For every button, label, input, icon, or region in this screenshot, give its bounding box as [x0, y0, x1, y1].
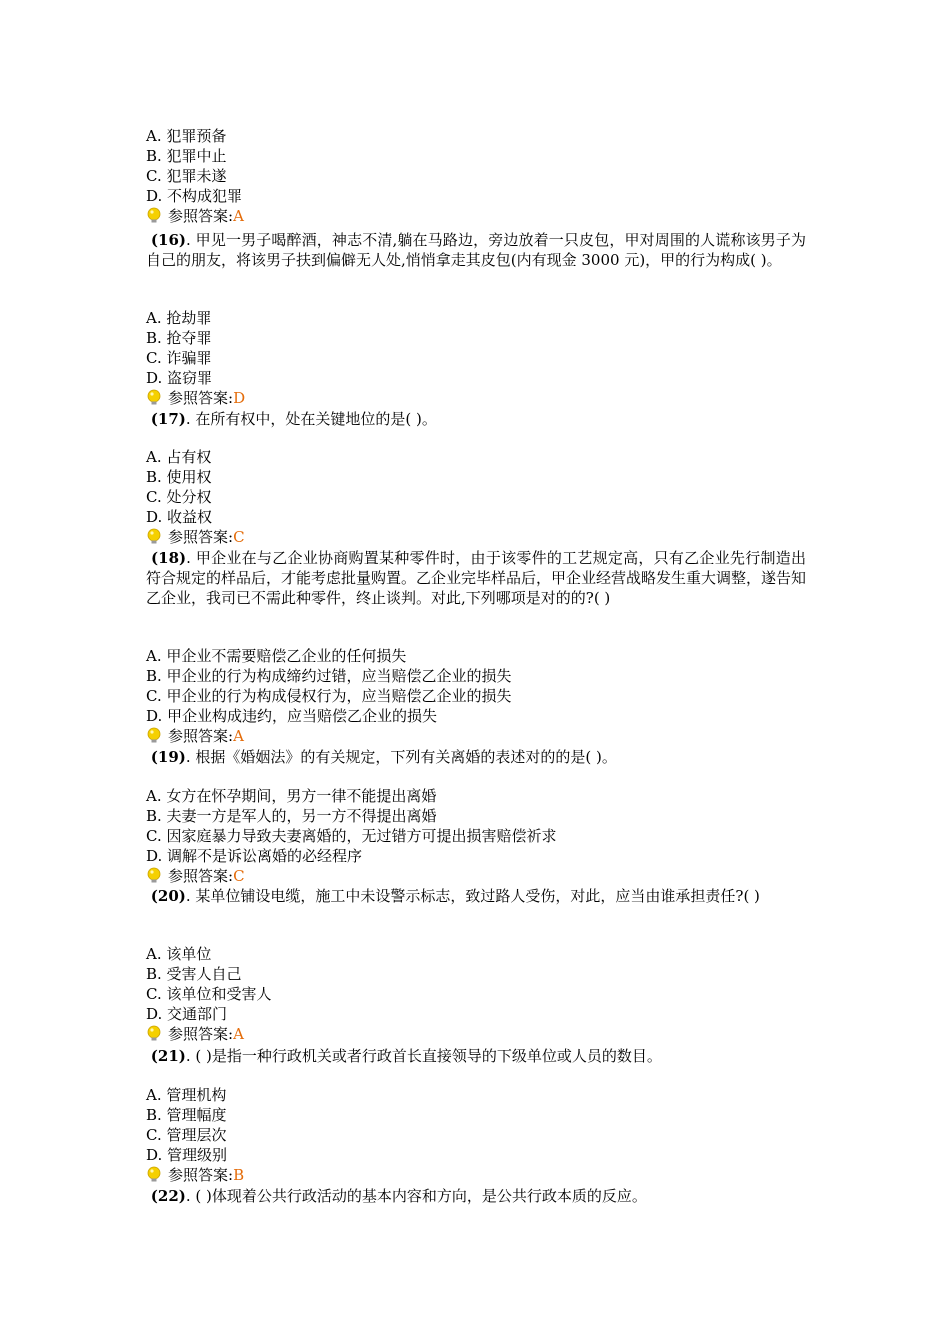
option-a: A. 占有权 [146, 448, 212, 466]
option-d: D. 收益权 [146, 508, 213, 526]
options-17 [146, 447, 806, 547]
question-text: (22). ( )体现着公共行政活动的基本内容和方向，是公共行政本质的反应。 [150, 1187, 647, 1205]
question-block-15 [146, 126, 806, 226]
answer-value: B [233, 1166, 245, 1184]
question-text: (20). 某单位铺设电缆，施工中未设警示标志，致过路人受伤，对此，应当由谁承担责任?( ) [150, 887, 760, 905]
options-21 [146, 1085, 806, 1185]
answer-value: A [233, 727, 244, 745]
question-number: (21) [150, 1047, 186, 1065]
question-block-16 [146, 230, 806, 270]
question-number: (22) [150, 1187, 186, 1205]
answer-value: A [233, 207, 244, 225]
reference-answer: 参照答案: C [146, 866, 806, 886]
question-number: (18) [151, 549, 187, 567]
option-a: A. 女方在怀孕期间，男方一律不能提出离婚 [146, 787, 437, 805]
answer-value: A [233, 1025, 244, 1043]
question-text: (16). 甲见一男子喝醉酒，神志不清,躺在马路边，旁边放着一只皮包，甲对周围的人谎称该男子为自己的朋友，将该男子扶到偏僻无人处,悄悄拿走其皮包(内有现金 3000 元)，甲的行为构成( )。 [146, 231, 806, 269]
answer-value: C [233, 528, 245, 546]
option-d: D. 交通部门 [146, 1005, 228, 1023]
lightbulb-icon [146, 528, 162, 546]
option-b: B. 管理幅度 [146, 1106, 227, 1124]
reference-answer: 参照答案: A [146, 1024, 806, 1044]
option-b: B. 受害人自己 [146, 965, 242, 983]
option-a: A. 抢劫罪 [146, 309, 212, 327]
option-a: A. 甲企业不需要赔偿乙企业的任何损失 [146, 647, 407, 665]
option-b: B. 夫妻一方是军人的，另一方不得提出离婚 [146, 807, 437, 825]
option-c: C. 犯罪未遂 [146, 167, 227, 185]
lightbulb-icon [146, 867, 162, 885]
lightbulb-icon [146, 1025, 162, 1043]
option-c: C. 因家庭暴力导致夫妻离婚的，无过错方可提出损害赔偿祈求 [146, 827, 557, 845]
options-20 [146, 944, 806, 1044]
options-19 [146, 786, 806, 886]
option-d: D. 调解不是诉讼离婚的必经程序 [146, 847, 363, 865]
option-b: B. 抢夺罪 [146, 329, 212, 347]
question-text: (21). ( )是指一种行政机关或者行政首长直接领导的下级单位或人员的数目。 [150, 1047, 662, 1065]
option-c: C. 诈骗罪 [146, 349, 212, 367]
lightbulb-icon [146, 727, 162, 745]
question-text: (19). 根据《婚姻法》的有关规定，下列有关离婚的表述对的的是( )。 [150, 748, 617, 766]
option-a: A. 管理机构 [146, 1086, 227, 1104]
lightbulb-icon [146, 389, 162, 407]
option-d: D. 不构成犯罪 [146, 187, 243, 205]
question-block-19 [146, 747, 806, 767]
question-text: (17). 在所有权中，处在关键地位的是( )。 [150, 410, 437, 428]
reference-answer [146, 206, 806, 226]
option-a: A. 犯罪预备 [146, 127, 227, 145]
reference-answer: 参照答案: C [146, 527, 806, 547]
lightbulb-icon [146, 1166, 162, 1184]
question-text: (18). 甲企业在与乙企业协商购置某种零件时，由于该零件的工艺规定高，只有乙企业先行制造出符合规定的样品后，才能考虑批量购置。乙企业完毕样品后，甲企业经营战略发生重大调整，遂告知乙企业，我司已不需此种零件，终止谈判。对此,下列哪项是对的的?( ) [146, 549, 807, 607]
question-block-22 [146, 1186, 806, 1206]
option-d: D. 盗窃罪 [146, 369, 213, 387]
question-block-20 [146, 886, 806, 906]
question-block-21 [146, 1046, 806, 1066]
option-d: D. 甲企业构成违约，应当赔偿乙企业的损失 [146, 707, 438, 725]
answer-value: C [233, 867, 245, 885]
question-number: (17) [150, 410, 186, 428]
option-b: B. 使用权 [146, 468, 212, 486]
option-a: A. 该单位 [146, 945, 212, 963]
option-c: C. 该单位和受害人 [146, 985, 272, 1003]
option-b: B. 甲企业的行为构成缔约过错，应当赔偿乙企业的损失 [146, 667, 512, 685]
option-c: C. 处分权 [146, 488, 212, 506]
option-d: D. 管理级别 [146, 1146, 228, 1164]
answer-label: 参照答案: [168, 207, 234, 225]
answer-value: D [233, 389, 246, 407]
reference-answer: 参照答案: D [146, 388, 806, 408]
question-block-18 [146, 548, 806, 608]
reference-answer: 参照答案: B [146, 1165, 806, 1185]
question-block-17 [146, 409, 806, 429]
option-b: B. 犯罪中止 [146, 147, 227, 165]
options-16 [146, 308, 806, 408]
question-number: (16) [150, 231, 186, 249]
lightbulb-icon [146, 207, 162, 225]
option-c: C. 甲企业的行为构成侵权行为，应当赔偿乙企业的损失 [146, 687, 512, 705]
question-number: (19) [150, 748, 186, 766]
option-c: C. 管理层次 [146, 1126, 227, 1144]
question-number: (20) [150, 887, 186, 905]
options-18 [146, 646, 806, 746]
reference-answer: 参照答案: A [146, 726, 806, 746]
